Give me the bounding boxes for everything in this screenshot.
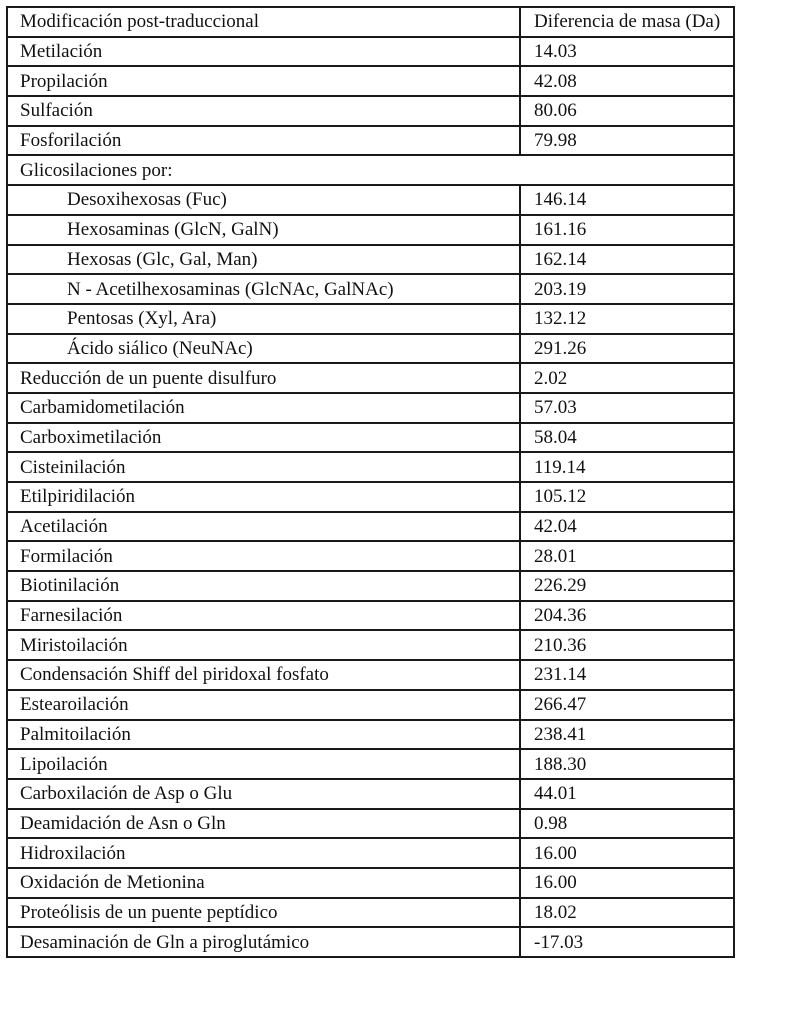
table-row bbox=[7, 809, 734, 839]
modification-cell: Hidroxilación bbox=[7, 838, 520, 868]
mass-cell: 16.00 bbox=[520, 868, 734, 898]
modification-cell: Formilación bbox=[7, 541, 520, 571]
mass-cell: 14.03 bbox=[520, 37, 734, 67]
glycosylation-row bbox=[7, 304, 734, 334]
mass-cell: 0.98 bbox=[520, 809, 734, 839]
table-row bbox=[7, 838, 734, 868]
mass-cell: 16.00 bbox=[520, 838, 734, 868]
modification-cell: Desoxihexosas (Fuc) bbox=[7, 185, 520, 215]
modification-cell: Ácido siálico (NeuNAc) bbox=[7, 334, 520, 364]
glycosylation-row bbox=[7, 334, 734, 364]
table-row bbox=[7, 720, 734, 750]
modification-cell: Estearoilación bbox=[7, 690, 520, 720]
modification-cell: Condensación Shiff del piridoxal fosfato bbox=[7, 660, 520, 690]
modification-cell: Etilpiridilación bbox=[7, 482, 520, 512]
table-row bbox=[7, 601, 734, 631]
mass-cell: 42.08 bbox=[520, 66, 734, 96]
mass-cell: 80.06 bbox=[520, 96, 734, 126]
table-row bbox=[7, 452, 734, 482]
mass-cell: 203.19 bbox=[520, 274, 734, 304]
header-modification: Modificación post-traduccional bbox=[7, 7, 520, 37]
mass-cell: 132.12 bbox=[520, 304, 734, 334]
header-mass-difference: Diferencia de masa (Da) bbox=[520, 7, 734, 37]
mass-cell: 162.14 bbox=[520, 245, 734, 275]
mass-cell: 188.30 bbox=[520, 749, 734, 779]
table-row bbox=[7, 126, 734, 156]
mass-cell: 210.36 bbox=[520, 630, 734, 660]
mass-cell: 79.98 bbox=[520, 126, 734, 156]
modification-cell: Pentosas (Xyl, Ara) bbox=[7, 304, 520, 334]
mass-cell: 18.02 bbox=[520, 898, 734, 928]
mass-cell: 44.01 bbox=[520, 779, 734, 809]
modification-cell: Miristoilación bbox=[7, 630, 520, 660]
table-row bbox=[7, 423, 734, 453]
glycosylation-row bbox=[7, 215, 734, 245]
mass-cell: 161.16 bbox=[520, 215, 734, 245]
modification-cell: Oxidación de Metionina bbox=[7, 868, 520, 898]
modification-cell: Fosforilación bbox=[7, 126, 520, 156]
table-row bbox=[7, 660, 734, 690]
glycosylation-row bbox=[7, 274, 734, 304]
table-row bbox=[7, 749, 734, 779]
modification-cell: Hexosaminas (GlcN, GalN) bbox=[7, 215, 520, 245]
modification-cell: Acetilación bbox=[7, 512, 520, 542]
table-row bbox=[7, 927, 734, 957]
mass-cell: 238.41 bbox=[520, 720, 734, 750]
modification-cell: N - Acetilhexosaminas (GlcNAc, GalNAc) bbox=[7, 274, 520, 304]
ptm-mass-table bbox=[6, 6, 735, 958]
glycosylation-row bbox=[7, 185, 734, 215]
table-row bbox=[7, 690, 734, 720]
modification-cell: Metilación bbox=[7, 37, 520, 67]
table-row bbox=[7, 541, 734, 571]
mass-cell: 2.02 bbox=[520, 363, 734, 393]
table-row bbox=[7, 482, 734, 512]
modification-cell: Carboxilación de Asp o Glu bbox=[7, 779, 520, 809]
mass-cell: -17.03 bbox=[520, 927, 734, 957]
table-row bbox=[7, 898, 734, 928]
table-row bbox=[7, 571, 734, 601]
glycosylation-row bbox=[7, 245, 734, 275]
glycosylation-group-header-row bbox=[7, 155, 734, 185]
mass-cell: 291.26 bbox=[520, 334, 734, 364]
modification-cell: Farnesilación bbox=[7, 601, 520, 631]
mass-cell: 226.29 bbox=[520, 571, 734, 601]
glycosylation-group-label: Glicosilaciones por: bbox=[7, 155, 734, 185]
header-row bbox=[7, 7, 734, 37]
modification-cell: Reducción de un puente disulfuro bbox=[7, 363, 520, 393]
table-row bbox=[7, 96, 734, 126]
modification-cell: Carboximetilación bbox=[7, 423, 520, 453]
mass-cell: 231.14 bbox=[520, 660, 734, 690]
mass-cell: 28.01 bbox=[520, 541, 734, 571]
mass-cell: 42.04 bbox=[520, 512, 734, 542]
mass-cell: 58.04 bbox=[520, 423, 734, 453]
modification-cell: Lipoilación bbox=[7, 749, 520, 779]
table-row bbox=[7, 868, 734, 898]
table-row bbox=[7, 630, 734, 660]
table-row bbox=[7, 779, 734, 809]
table-body bbox=[7, 7, 734, 957]
mass-cell: 204.36 bbox=[520, 601, 734, 631]
modification-cell: Cisteinilación bbox=[7, 452, 520, 482]
mass-cell: 146.14 bbox=[520, 185, 734, 215]
mass-cell: 105.12 bbox=[520, 482, 734, 512]
table-row bbox=[7, 66, 734, 96]
table-row bbox=[7, 363, 734, 393]
modification-cell: Carbamidometilación bbox=[7, 393, 520, 423]
modification-cell: Sulfación bbox=[7, 96, 520, 126]
modification-cell: Palmitoilación bbox=[7, 720, 520, 750]
table-row bbox=[7, 393, 734, 423]
modification-cell: Propilación bbox=[7, 66, 520, 96]
table-row bbox=[7, 37, 734, 67]
mass-cell: 57.03 bbox=[520, 393, 734, 423]
modification-cell: Hexosas (Glc, Gal, Man) bbox=[7, 245, 520, 275]
table-row bbox=[7, 512, 734, 542]
mass-cell: 266.47 bbox=[520, 690, 734, 720]
modification-cell: Biotinilación bbox=[7, 571, 520, 601]
modification-cell: Proteólisis de un puente peptídico bbox=[7, 898, 520, 928]
modification-cell: Deamidación de Asn o Gln bbox=[7, 809, 520, 839]
modification-cell: Desaminación de Gln a piroglutámico bbox=[7, 927, 520, 957]
mass-cell: 119.14 bbox=[520, 452, 734, 482]
